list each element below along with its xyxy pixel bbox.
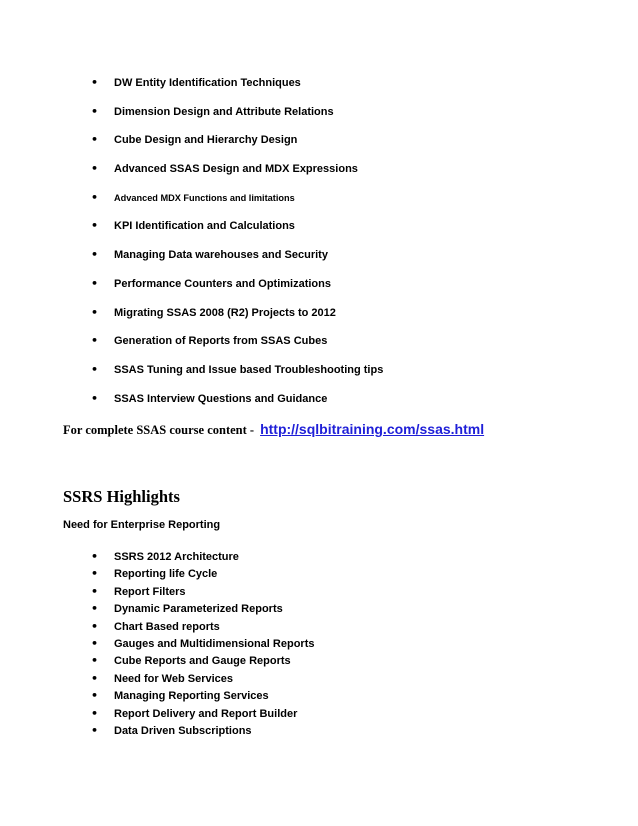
bullet: • [91,334,99,348]
bullet: • [91,706,99,720]
bullet: • [91,362,99,376]
list-item-text: Managing Reporting Services [114,690,269,703]
list-item-text: Cube Design and Hierarchy Design [114,134,298,147]
list-item-text: Report Filters [114,585,186,598]
list-item [91,133,383,162]
list-item [91,707,314,724]
list-item-text: DW Entity Identification Techniques [114,77,301,89]
list-item [91,654,314,671]
list-item [91,76,383,105]
ssas-topic-list [91,76,383,420]
list-item [91,602,314,619]
list-item [91,191,383,220]
list-item [91,277,383,306]
bullet: • [91,219,99,233]
list-item-text: SSAS Tuning and Issue based Troubleshooting tips [114,363,384,376]
list-item-text: Migrating SSAS 2008 (R2) Projects to 2012 [114,306,336,319]
list-item-text: Generation of Reports from SSAS Cubes [114,335,328,348]
bullet: • [91,133,99,147]
list-item [91,620,314,637]
course-content-label: For complete SSAS course content - [63,423,255,437]
list-item-text: SSAS Interview Questions and Guidance [114,392,328,405]
bullet: • [91,619,99,633]
ssas-course-link[interactable]: http://sqlbitraining.com/ssas.html [260,421,485,437]
bullet: • [91,723,99,737]
list-item-text: Data Driven Subscriptions [114,724,252,737]
bullet: • [91,584,99,598]
ssrs-highlights-heading: SSRS Highlights [63,487,180,506]
list-item-text: Advanced MDX Functions and limitations [114,192,295,203]
bullet: • [91,276,99,290]
list-item-text: Report Delivery and Report Builder [114,707,298,720]
list-item [91,105,383,134]
list-item-text: Need for Web Services [114,672,234,685]
list-item [91,672,314,689]
bullet: • [91,391,99,405]
list-item-text: KPI Identification and Calculations [114,220,295,233]
bullet: • [91,689,99,703]
bullet: • [91,567,99,581]
bullet: • [91,636,99,650]
ssrs-topic-list [91,550,314,741]
list-item-text: Reporting life Cycle [114,568,218,581]
list-item [91,585,314,602]
list-item [91,567,314,584]
bullet: • [91,190,99,204]
list-item-text: Dynamic Parameterized Reports [114,603,283,616]
bullet: • [91,550,99,563]
bullet: • [91,104,99,118]
list-item-text: Performance Counters and Optimizations [114,277,331,290]
list-item [91,724,314,741]
bullet: • [91,248,99,262]
list-item-text: Gauges and Multidimensional Reports [114,637,315,650]
list-item [91,219,383,248]
list-item-text: Advanced SSAS Design and MDX Expressions [114,163,358,176]
list-item [91,550,314,567]
list-item [91,306,383,335]
bullet: • [91,305,99,319]
bullet: • [91,76,99,89]
bullet: • [91,162,99,176]
list-item-text: Chart Based reports [114,620,220,633]
bullet: • [91,671,99,685]
list-item-text: SSRS 2012 Architecture [114,551,239,563]
course-content-line [63,421,484,439]
list-item [91,392,383,421]
list-item [91,162,383,191]
list-item [91,689,314,706]
list-item [91,363,383,392]
list-item-text: Dimension Design and Attribute Relations [114,105,334,118]
list-item [91,637,314,654]
list-item-text: Cube Reports and Gauge Reports [114,655,291,668]
ssrs-subheading: Need for Enterprise Reporting [63,519,221,531]
list-item [91,248,383,277]
list-item [91,334,383,363]
list-item-text: Managing Data warehouses and Security [114,249,328,262]
bullet: • [91,654,99,668]
bullet: • [91,602,99,616]
